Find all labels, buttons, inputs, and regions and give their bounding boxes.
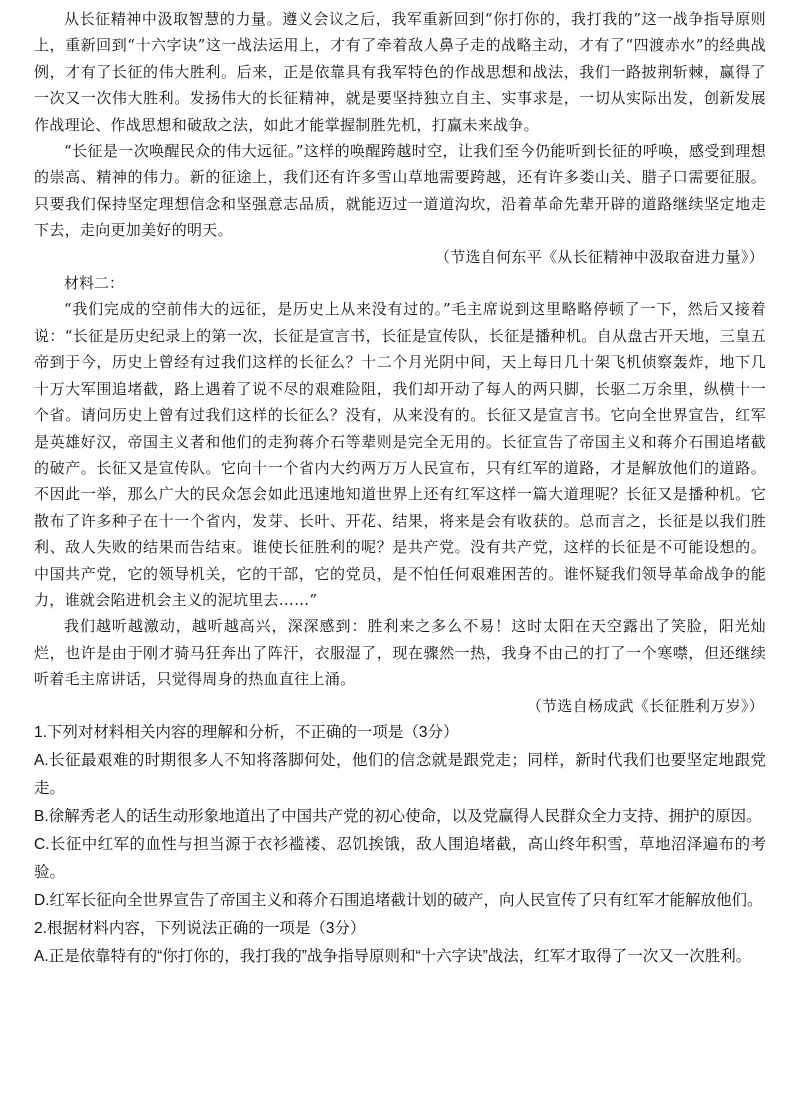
- material-one-paragraph-2: “长征是一次唤醒民众的伟大远征。”这样的唤醒跨越时空，让我们至今仍能听到长征的呼唤，感受到理想的崇高、精神的伟力。新的征途上，我们还有许多雪山草地需要跨越，还有许多娄山关、腊子口需要征服。只要我们保持坚定理想信念和坚强意志品质，就能迈过一道道沟坎，沿着革命先辈开辟的道路继续坚定地走下去，走向更加美好的明天。: [34, 142, 766, 240]
- question-two-option-a: A.正是依靠特有的“你打你的，我打我的”战争指导原则和“十六字诀”战法，红军才取得了一次又一次胜利。: [34, 947, 752, 965]
- question-one: [34, 719, 766, 915]
- material-one-paragraph-1: 从长征精神中汲取智慧的力量。遵义会议之后，我军重新回到“你打你的，我打我的”这一战争指导原则上，重新回到“十六字诀”这一战法运用上，才有了牵着敌人鼻子走的战略主动，才有了“四渡赤水”的经典战例，才有了长征的伟大胜利。后来，正是依靠具有我军特色的作战思想和战法，我们一路披荆斩棘，赢得了一次又一次伟大胜利。发扬伟大的长征精神，就是要坚持独立自主、实事求是，一切从实际出发，创新发展作战理论、作战思想和破敌之法，如此才能掌握制胜先机，打赢未来战争。: [34, 10, 766, 134]
- material-two: [34, 270, 766, 719]
- material-one-source: （节选自何东平《从长征精神中汲取奋进力量》）: [434, 247, 764, 266]
- question-one-option-a: A.长征最艰难的时期很多人不知将落脚何处，他们的信念就是跟党走；同样，新时代我们也要坚定地跟党走。: [34, 751, 766, 797]
- question-two-stem: 2.根据材料内容，下列说法正确的一项是（3分）: [34, 919, 366, 937]
- material-two-paragraph-1: “我们完成的空前伟大的远征，是历史上从来没有过的。”毛主席说到这里略略停顿了一下，然后又接着说：“长征是历史纪录上的第一次，长征是宣言书，长征是宣传队，长征是播种机。自从盘古开天地，三皇五帝到于今，历史上曾经有过我们这样的长征么？十二个月光阴中间，天上每日几十架飞机侦察轰炸，地下几十万大军围追堵截，路上遇着了说不尽的艰难险阻，我们却开动了每人的两只脚，长驱二万余里，纵横十一个省。请问历史上曾有过我们这样的长征么？没有，从来没有的。长征又是宣言书。它向全世界宣告，红军是英雄好汉，帝国主义者和他们的走狗蒋介石等辈则是完全无用的。长征宣告了帝国主义和蒋介石围追堵截的破产。长征又是宣传队。它向十一个省内大约两万万人民宣布，只有红军的道路，才是解放他们的道路。不因此一举，那么广大的民众怎会如此迅速地知道世界上还有红军这样一篇大道理呢？长征又是播种机。它散布了许多种子在十一个省内，发芽、长叶、开花、结果，将来是会有收获的。总而言之，长征是以我们胜利、敌人失败的结果而告结束。谁使长征胜利的呢？是共产党。没有共产党，这样的长征是不可能设想的。中国共产党，它的领导机关，它的干部，它的党员，是不怕任何艰难困苦的。谁怀疑我们领导革命战争的能力，谁就会陷进机会主义的泥坑里去……”: [34, 300, 766, 609]
- material-two-paragraph-2: 我们越听越激动，越听越高兴，深深感到：胜利来之多么不易！这时太阳在天空露出了笑脸，阳光灿烂，也许是由于刚才骑马狂奔出了阵汗，衣服湿了，现在骤然一热，我身不由己的打了一个寒噤，但还继续听着毛主席讲话，只觉得周身的热血直往上涌。: [34, 617, 766, 689]
- question-one-option-b: B.徐解秀老人的话生动形象地道出了中国共产党的初心使命，以及党赢得人民群众全力支持、拥护的原因。: [34, 807, 762, 825]
- question-one-option-c: C.长征中红军的血性与担当源于衣衫褴褛、忍饥挨饿，敌人围追堵截，高山终年积雪，草地沼泽遍布的考验。: [34, 835, 766, 881]
- question-two: [34, 915, 766, 971]
- material-two-source: （节选自杨成武《长征胜利万岁》）: [526, 696, 764, 715]
- material-two-heading: 材料二：: [64, 274, 125, 293]
- question-one-option-d: D.红军长征向全世界宣告了帝国主义和蒋介石围追堵截计划的破产，向人民宣传了只有红军才能解放他们。: [34, 891, 763, 909]
- material-one: [34, 6, 766, 270]
- question-one-stem: 1.下列对材料相关内容的理解和分析，不正确的一项是（3分）: [34, 723, 459, 741]
